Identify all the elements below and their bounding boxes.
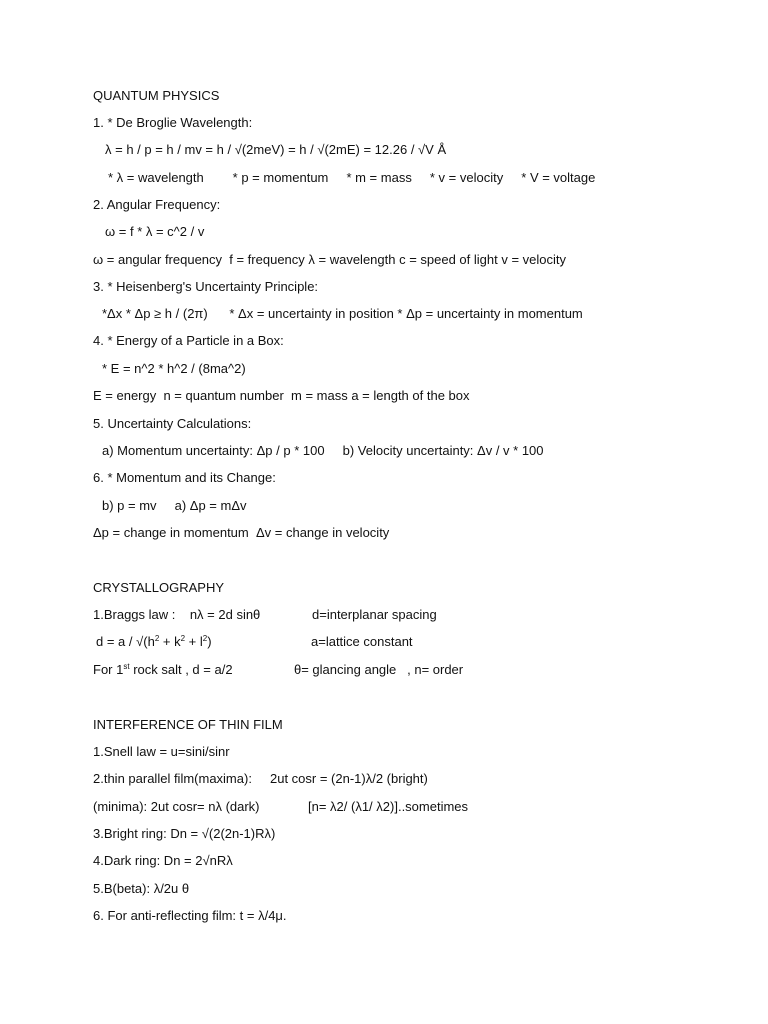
- snell-law: 1.Snell law = u=sini/sinr: [93, 744, 230, 759]
- particle-box-formula: * E = n^2 * h^2 / (8ma^2): [102, 361, 246, 376]
- uncertainty-calc-formula: a) Momentum uncertainty: Δp / p * 100 b) Velocity uncertainty: Δv / v * 100: [102, 443, 544, 458]
- crystallography-heading: CRYSTALLOGRAPHY: [93, 580, 225, 595]
- quantum-heading: QUANTUM PHYSICS: [93, 88, 220, 103]
- momentum-formula: b) p = mv a) Δp = mΔv: [102, 498, 247, 513]
- glancing-angle-note: θ= glancing angle , n= order: [294, 662, 464, 677]
- dark-ring: 4.Dark ring: Dn = 2√nRλ: [93, 853, 233, 868]
- angular-frequency-legend: ω = angular frequency f = frequency λ = wavelength c = speed of light v = velocity: [93, 252, 567, 267]
- interplanar-spacing-formula: $d = a / √(h^2 + k^2 + l^2)$: [96, 634, 212, 649]
- momentum-legend: Δp = change in momentum Δv = change in velocity: [93, 525, 390, 540]
- heisenberg-title: 3. * Heisenberg's Uncertainty Principle:: [93, 279, 319, 294]
- de-broglie-formula: λ = h / p = h / mv = h / √(2meV) = h / √(2mE) = 12.26 / √V Å: [105, 142, 447, 157]
- braggs-law: 1.Braggs law : nλ = 2d sinθ: [93, 607, 261, 622]
- de-broglie-title: 1. * De Broglie Wavelength:: [93, 115, 253, 130]
- thin-film-minima-note: [n= λ2/ (λ1/ λ2)]..sometimes: [308, 799, 469, 814]
- beta-formula: 5.B(beta): λ/2u θ: [93, 881, 190, 896]
- thin-film-heading: INTERFERENCE OF THIN FILM: [93, 717, 283, 732]
- bright-ring: 3.Bright ring: Dn = √(2(2n-1)Rλ): [93, 826, 276, 841]
- braggs-law-note: d=interplanar spacing: [312, 607, 437, 622]
- thin-film-maxima: 2.thin parallel film(maxima): 2ut cosr = (2n-1)λ/2 (bright): [93, 771, 428, 786]
- lattice-constant-note: a=lattice constant: [311, 634, 413, 649]
- angular-frequency-formula: ω = f * λ = c^2 / v: [105, 224, 205, 239]
- particle-box-legend: E = energy n = quantum number m = mass a = length of the box: [93, 388, 470, 403]
- momentum-title: 6. * Momentum and its Change:: [93, 470, 276, 485]
- de-broglie-legend: * λ = wavelength * p = momentum * m = mass * v = velocity * V = voltage: [108, 170, 596, 185]
- uncertainty-calc-title: 5. Uncertainty Calculations:: [93, 416, 252, 431]
- thin-film-minima: (minima): 2ut cosr= nλ (dark): [93, 799, 260, 814]
- particle-box-title: 4. * Energy of a Particle in a Box:: [93, 333, 284, 348]
- angular-frequency-title: 2. Angular Frequency:: [93, 197, 221, 212]
- anti-reflecting-film: 6. For anti-reflecting film: t = λ/4μ.: [93, 908, 287, 923]
- heisenberg-formula: *Δx * Δp ≥ h / (2π) * Δx = uncertainty in position * Δp = uncertainty in momentum: [102, 306, 583, 321]
- rock-salt-line: For 1st rock salt , d = a/2: [93, 662, 233, 677]
